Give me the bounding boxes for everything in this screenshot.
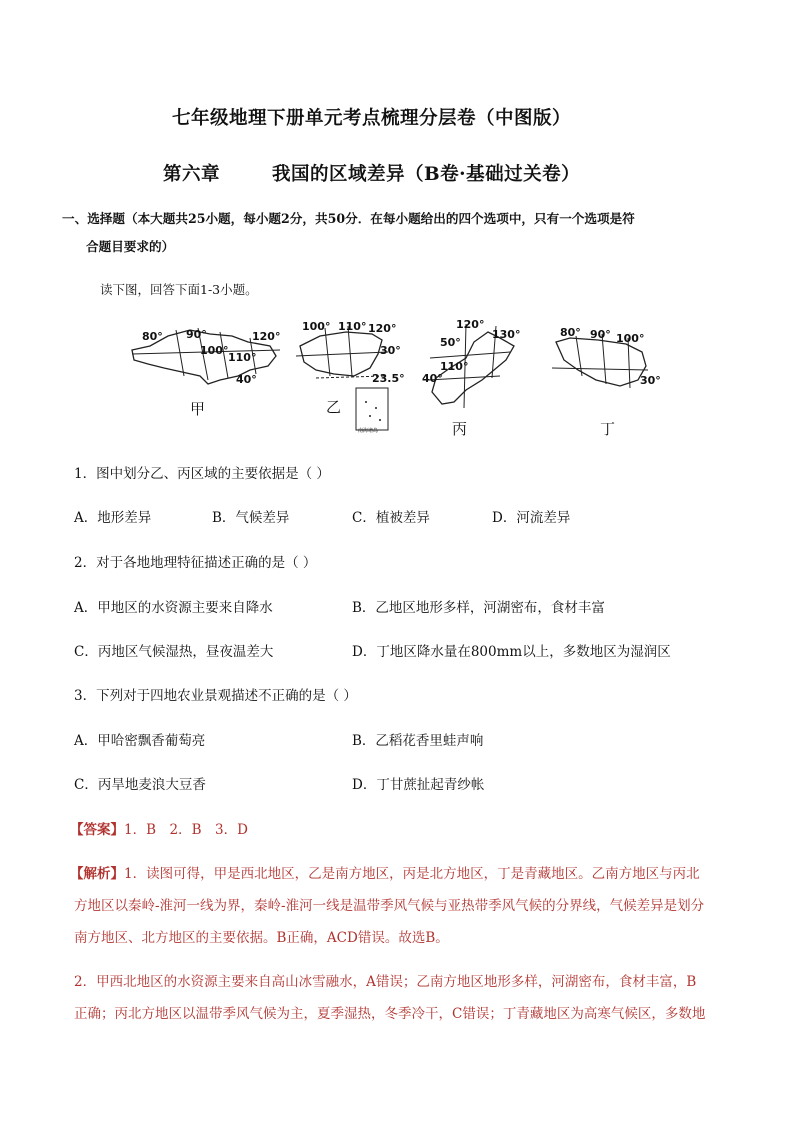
jia-lon-3: 100° bbox=[200, 344, 229, 357]
bing-lat-2: 40° bbox=[422, 372, 443, 385]
analysis-tag: 【解析】 bbox=[70, 866, 124, 882]
jia-lon-1: 80° bbox=[142, 330, 163, 343]
q1-option-c: C．植被差异 bbox=[352, 510, 430, 526]
map-yi bbox=[296, 320, 405, 434]
answer-line bbox=[70, 818, 248, 838]
q2-stem: 2．对于各地地理特征描述正确的是（ ） bbox=[74, 555, 317, 571]
yi-lon-1: 100° bbox=[302, 320, 331, 333]
yi-lon-2: 110° bbox=[338, 320, 367, 333]
jia-label: 甲 bbox=[190, 400, 206, 418]
analysis-line-2: 方地区以秦岭-淮河一线为界，秦岭-淮河一线是温带季风气候与亚热带季风气候的分界线，气候差异是划分 bbox=[74, 898, 705, 914]
intro-text: 读下图，回答下面1-3小题。 bbox=[100, 282, 258, 297]
ding-lon-1: 80° bbox=[560, 326, 581, 339]
q1-option-b: B．气候差异 bbox=[212, 510, 290, 526]
bing-lon-1: 120° bbox=[456, 318, 485, 331]
region-maps bbox=[120, 318, 690, 446]
map-bing bbox=[422, 318, 520, 438]
jia-lon-2: 90° bbox=[186, 328, 207, 341]
jia-lon-4: 110° bbox=[228, 351, 257, 364]
q2-option-c: C．丙地区气候湿热，昼夜温差大 bbox=[74, 644, 274, 660]
yi-inset-label: 南海诸岛 bbox=[358, 428, 379, 434]
q3-option-c: C．丙旱地麦浪大豆香 bbox=[74, 777, 206, 793]
answer-text: 1．B 2．B 3．D bbox=[124, 822, 248, 838]
q2-option-b: B．乙地区地形多样，河湖密布，食材丰富 bbox=[352, 600, 605, 616]
yi-lat-2: 23.5° bbox=[372, 372, 405, 385]
q3-option-a: A．甲哈密飘香葡萄亮 bbox=[74, 733, 206, 749]
chapter-label: 第六章 bbox=[163, 164, 221, 185]
ding-lon-2: 90° bbox=[590, 328, 611, 341]
jia-lat-1: 40° bbox=[236, 373, 257, 386]
yi-lat-1: 30° bbox=[380, 344, 401, 357]
bing-label: 丙 bbox=[452, 420, 468, 438]
analysis-line-5: 正确；丙北方地区以温带季风气候为主，夏季湿热，冬季冷干，C错误；丁青藏地区为高寒气候区，多数地 bbox=[74, 1006, 706, 1022]
analysis-line-4: 2．甲西北地区的水资源主要来自高山冰雪融水，A错误；乙南方地区地形多样，河湖密布，食材丰富，B bbox=[74, 974, 697, 990]
answer-tag: 【答案】 bbox=[70, 822, 124, 838]
q1-stem: 1．图中划分乙、丙区域的主要依据是（ ） bbox=[74, 466, 330, 482]
q3-stem: 3．下列对于四地农业景观描述不正确的是（ ） bbox=[74, 688, 357, 704]
q1-option-a: A．地形差异 bbox=[74, 510, 152, 526]
doc-title: 七年级地理下册单元考点梳理分层卷（中图版） bbox=[172, 108, 572, 129]
bing-lon-2: 130° bbox=[492, 328, 521, 341]
section-heading-line1: 一、选择题（本大题共25小题，每小题2分，共50分．在每小题给出的四个选项中，只有一个选项是符 bbox=[62, 211, 635, 226]
ding-lat-1: 30° bbox=[640, 374, 661, 387]
analysis-line-1 bbox=[70, 862, 700, 882]
q2-option-a: A．甲地区的水资源主要来自降水 bbox=[74, 600, 273, 616]
ding-label: 丁 bbox=[600, 420, 616, 438]
analysis-line-3: 南方地区、北方地区的主要依据。B正确，ACD错误。故选B。 bbox=[74, 930, 449, 946]
q3-option-d: D．丁甘蔗扯起青纱帐 bbox=[352, 777, 485, 793]
bing-lat-1: 50° bbox=[440, 336, 461, 349]
q1-option-d: D．河流差异 bbox=[492, 510, 571, 526]
bing-lon-3: 110° bbox=[440, 360, 469, 373]
map-ding bbox=[552, 326, 661, 438]
analysis-text-1: 1．读图可得，甲是西北地区，乙是南方地区，丙是北方地区，丁是青藏地区。乙南方地区与丙北 bbox=[124, 866, 700, 882]
section-heading-line2: 合题目要求的） bbox=[86, 239, 175, 254]
yi-lon-3: 120° bbox=[368, 322, 397, 335]
yi-label: 乙 bbox=[326, 398, 342, 416]
ding-lon-3: 100° bbox=[616, 332, 645, 345]
doc-subtitle: 我国的区域差异（B卷·基础过关卷） bbox=[272, 164, 581, 185]
map-jia bbox=[132, 328, 280, 418]
jia-lon-5: 120° bbox=[252, 330, 281, 343]
q2-option-d: D．丁地区降水量在800mm以上，多数地区为湿润区 bbox=[352, 644, 671, 660]
q3-option-b: B．乙稻花香里蛙声响 bbox=[352, 733, 484, 749]
